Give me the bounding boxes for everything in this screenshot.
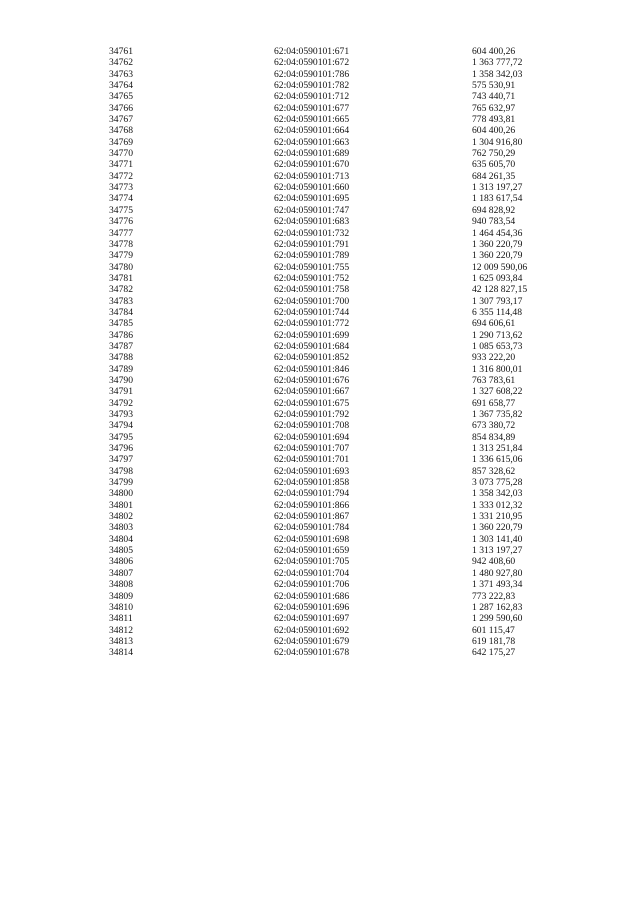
cadastral-value-cell: 1 367 735,82 [472,409,523,420]
table-row [109,454,549,465]
table-row [109,341,549,352]
cadastral-value-cell: 575 530,91 [472,80,516,92]
cadastral-value-cell: 1 303 141,40 [472,533,523,545]
row-number-cell: 34770 [109,148,133,160]
table-row [109,193,549,204]
cadastral-value-cell: 940 783,54 [472,216,516,228]
cadastral-value-cell: 691 658,77 [472,397,516,409]
table-row [109,296,549,307]
table-row [109,250,549,261]
row-number-cell: 34768 [109,125,133,137]
table-row [109,602,549,613]
row-number-cell: 34780 [109,261,133,273]
cadastral-number-cell: 62:04:0590101:752 [274,272,350,284]
row-number-cell: 34788 [109,352,133,364]
cadastral-number-cell: 62:04:0590101:713 [274,170,350,182]
cadastral-number-cell: 62:04:0590101:659 [274,545,350,557]
cadastral-value-cell: 857 328,62 [472,465,516,477]
row-number-cell: 34796 [109,443,133,455]
cadastral-number-cell: 62:04:0590101:667 [274,386,350,398]
cadastral-number-cell: 62:04:0590101:684 [274,340,350,352]
cadastral-number-cell: 62:04:0590101:696 [274,601,350,613]
table-row [109,114,549,125]
row-number-cell: 34781 [109,272,133,284]
row-number-cell: 34797 [109,454,133,466]
table-row [109,171,549,182]
table-row [109,534,549,545]
table-row [109,375,549,386]
cadastral-value-cell: 1 360 220,79 [472,238,523,250]
row-number-cell: 34802 [109,511,133,523]
cadastral-number-cell: 62:04:0590101:675 [274,397,350,409]
cadastral-number-cell: 62:04:0590101:693 [274,465,350,477]
row-number-cell: 34777 [109,227,133,239]
cadastral-number-cell: 62:04:0590101:665 [274,114,350,126]
row-number-cell: 34767 [109,114,133,126]
cadastral-number-cell: 62:04:0590101:846 [274,363,350,375]
cadastral-value-cell: 6 355 114,48 [472,306,523,318]
row-number-cell: 34799 [109,477,133,489]
table-row [109,432,549,443]
cadastral-value-cell: 694 606,61 [472,318,516,330]
table-row [109,522,549,533]
cadastral-number-cell: 62:04:0590101:670 [274,159,350,171]
table-row [109,159,549,170]
cadastral-value-cell: 763 783,61 [472,374,516,386]
cadastral-value-table [109,46,549,659]
table-row [109,636,549,647]
cadastral-value-cell: 1 363 777,72 [472,57,523,69]
cadastral-value-cell: 604 400,26 [472,46,516,57]
cadastral-number-cell: 62:04:0590101:701 [274,454,350,466]
row-number-cell: 34763 [109,68,133,80]
cadastral-value-cell: 694 828,92 [472,204,516,216]
table-row [109,216,549,227]
cadastral-value-cell: 1 316 800,01 [472,363,523,375]
table-row [109,500,549,511]
cadastral-number-cell: 62:04:0590101:852 [274,352,350,364]
row-number-cell: 34801 [109,499,133,511]
cadastral-value-cell: 1 331 210,95 [472,511,523,523]
cadastral-value-cell: 765 632,97 [472,102,516,114]
cadastral-value-cell: 601 115,47 [472,624,515,636]
row-number-cell: 34765 [109,91,133,103]
row-number-cell: 34814 [109,647,133,659]
cadastral-number-cell: 62:04:0590101:689 [274,148,350,160]
cadastral-value-cell: 1 299 590,60 [472,613,523,625]
cadastral-value-cell: 773 222,83 [472,590,516,602]
cadastral-number-cell: 62:04:0590101:866 [274,499,350,511]
row-number-cell: 34789 [109,363,133,375]
row-number-cell: 34793 [109,409,133,420]
cadastral-value-cell: 1 304 916,80 [472,136,523,148]
cadastral-number-cell: 62:04:0590101:676 [274,374,350,386]
table-row [109,420,549,431]
row-number-cell: 34808 [109,579,133,591]
cadastral-number-cell: 62:04:0590101:660 [274,182,350,194]
cadastral-value-cell: 1 327 608,22 [472,386,523,398]
cadastral-number-cell: 62:04:0590101:755 [274,261,350,273]
cadastral-value-cell: 642 175,27 [472,647,516,659]
row-number-cell: 34762 [109,57,133,69]
cadastral-value-cell: 1 333 012,32 [472,499,523,511]
row-number-cell: 34804 [109,533,133,545]
cadastral-number-cell: 62:04:0590101:786 [274,68,350,80]
cadastral-value-cell: 1 085 653,73 [472,340,523,352]
table-row [109,477,549,488]
table-row [109,613,549,624]
cadastral-number-cell: 62:04:0590101:867 [274,511,350,523]
cadastral-value-cell: 1 464 454,36 [472,227,523,239]
cadastral-number-cell: 62:04:0590101:792 [274,409,350,420]
cadastral-value-cell: 933 222,20 [472,352,516,364]
cadastral-value-cell: 1 336 615,06 [472,454,523,466]
cadastral-number-cell: 62:04:0590101:704 [274,567,350,579]
table-row [109,545,549,556]
table-row [109,466,549,477]
row-number-cell: 34778 [109,238,133,250]
cadastral-number-cell: 62:04:0590101:712 [274,91,350,103]
table-row [109,318,549,329]
row-number-cell: 34791 [109,386,133,398]
cadastral-number-cell: 62:04:0590101:784 [274,522,350,534]
cadastral-value-cell: 619 181,78 [472,635,516,647]
cadastral-value-cell: 1 360 220,79 [472,522,523,534]
cadastral-value-cell: 1 625 093,84 [472,272,523,284]
cadastral-number-cell: 62:04:0590101:671 [274,46,350,57]
table-row [109,91,549,102]
row-number-cell: 34806 [109,556,133,568]
table-row [109,591,549,602]
table-row [109,409,549,420]
table-row [109,262,549,273]
row-number-cell: 34783 [109,295,133,307]
cadastral-number-cell: 62:04:0590101:672 [274,57,350,69]
table-row [109,46,549,57]
cadastral-number-cell: 62:04:0590101:707 [274,443,350,455]
row-number-cell: 34792 [109,397,133,409]
table-row [109,330,549,341]
cadastral-number-cell: 62:04:0590101:663 [274,136,350,148]
table-row [109,103,549,114]
cadastral-value-cell: 854 834,89 [472,431,516,443]
cadastral-number-cell: 62:04:0590101:679 [274,635,350,647]
cadastral-number-cell: 62:04:0590101:699 [274,329,350,341]
row-number-cell: 34779 [109,250,133,262]
row-number-cell: 34812 [109,624,133,636]
cadastral-value-cell: 42 128 827,15 [472,284,528,296]
row-number-cell: 34800 [109,488,133,500]
row-number-cell: 34805 [109,545,133,557]
cadastral-number-cell: 62:04:0590101:744 [274,306,350,318]
cadastral-value-cell: 1 358 342,03 [472,68,523,80]
row-number-cell: 34761 [109,46,133,57]
cadastral-number-cell: 62:04:0590101:664 [274,125,350,137]
cadastral-number-cell: 62:04:0590101:698 [274,533,350,545]
cadastral-value-cell: 604 400,26 [472,125,516,137]
row-number-cell: 34790 [109,374,133,386]
row-number-cell: 34784 [109,306,133,318]
row-number-cell: 34772 [109,170,133,182]
table-row [109,239,549,250]
cadastral-value-cell: 1 307 793,17 [472,295,523,307]
row-number-cell: 34809 [109,590,133,602]
table-row [109,228,549,239]
table-row [109,284,549,295]
cadastral-value-cell: 12 009 590,06 [472,261,528,273]
cadastral-number-cell: 62:04:0590101:706 [274,579,350,591]
cadastral-number-cell: 62:04:0590101:695 [274,193,350,205]
row-number-cell: 34774 [109,193,133,205]
cadastral-value-cell: 762 750,29 [472,148,516,160]
table-row [109,647,549,658]
table-row [109,568,549,579]
cadastral-number-cell: 62:04:0590101:705 [274,556,350,568]
table-row [109,205,549,216]
cadastral-number-cell: 62:04:0590101:789 [274,250,350,262]
table-row [109,182,549,193]
cadastral-value-cell: 743 440,71 [472,91,516,103]
cadastral-number-cell: 62:04:0590101:694 [274,431,350,443]
cadastral-number-cell: 62:04:0590101:683 [274,216,350,228]
table-row [109,69,549,80]
cadastral-number-cell: 62:04:0590101:782 [274,80,350,92]
table-row [109,488,549,499]
cadastral-value-cell: 1 287 162,83 [472,601,523,613]
table-row [109,352,549,363]
cadastral-number-cell: 62:04:0590101:858 [274,477,350,489]
cadastral-number-cell: 62:04:0590101:772 [274,318,350,330]
row-number-cell: 34807 [109,567,133,579]
row-number-cell: 34785 [109,318,133,330]
table-row [109,137,549,148]
cadastral-number-cell: 62:04:0590101:677 [274,102,350,114]
row-number-cell: 34782 [109,284,133,296]
cadastral-value-cell: 942 408,60 [472,556,516,568]
row-number-cell: 34803 [109,522,133,534]
row-number-cell: 34795 [109,431,133,443]
cadastral-number-cell: 62:04:0590101:747 [274,204,350,216]
cadastral-value-cell: 778 493,81 [472,114,516,126]
table-row [109,307,549,318]
cadastral-number-cell: 62:04:0590101:708 [274,420,350,432]
table-row [109,579,549,590]
table-row [109,398,549,409]
cadastral-number-cell: 62:04:0590101:791 [274,238,350,250]
cadastral-number-cell: 62:04:0590101:692 [274,624,350,636]
row-number-cell: 34811 [109,613,133,625]
cadastral-value-cell: 635 605,70 [472,159,516,171]
table-row [109,273,549,284]
cadastral-number-cell: 62:04:0590101:758 [274,284,350,296]
cadastral-number-cell: 62:04:0590101:686 [274,590,350,602]
cadastral-value-cell: 684 261,35 [472,170,516,182]
cadastral-value-cell: 673 380,72 [472,420,516,432]
table-row [109,364,549,375]
cadastral-number-cell: 62:04:0590101:697 [274,613,350,625]
row-number-cell: 34769 [109,136,133,148]
cadastral-number-cell: 62:04:0590101:700 [274,295,350,307]
table-row [109,443,549,454]
cadastral-value-cell: 1 290 713,62 [472,329,523,341]
cadastral-number-cell: 62:04:0590101:794 [274,488,350,500]
cadastral-value-cell: 3 073 775,28 [472,477,523,489]
row-number-cell: 34771 [109,159,133,171]
table-row [109,125,549,136]
row-number-cell: 34794 [109,420,133,432]
row-number-cell: 34810 [109,601,133,613]
cadastral-value-cell: 1 313 197,27 [472,545,523,557]
cadastral-value-cell: 1 358 342,03 [472,488,523,500]
cadastral-number-cell: 62:04:0590101:732 [274,227,350,239]
table-row [109,511,549,522]
cadastral-value-cell: 1 480 927,80 [472,567,523,579]
cadastral-number-cell: 62:04:0590101:678 [274,647,350,659]
cadastral-value-cell: 1 360 220,79 [472,250,523,262]
table-row [109,625,549,636]
row-number-cell: 34764 [109,80,133,92]
cadastral-value-cell: 1 371 493,34 [472,579,523,591]
table-row [109,57,549,68]
table-row [109,80,549,91]
cadastral-value-cell: 1 313 197,27 [472,182,523,194]
cadastral-value-cell: 1 313 251,84 [472,443,523,455]
row-number-cell: 34776 [109,216,133,228]
row-number-cell: 34787 [109,340,133,352]
table-row [109,148,549,159]
row-number-cell: 34798 [109,465,133,477]
table-row [109,386,549,397]
row-number-cell: 34813 [109,635,133,647]
row-number-cell: 34766 [109,102,133,114]
table-row [109,556,549,567]
row-number-cell: 34775 [109,204,133,216]
row-number-cell: 34786 [109,329,133,341]
row-number-cell: 34773 [109,182,133,194]
cadastral-value-cell: 1 183 617,54 [472,193,523,205]
